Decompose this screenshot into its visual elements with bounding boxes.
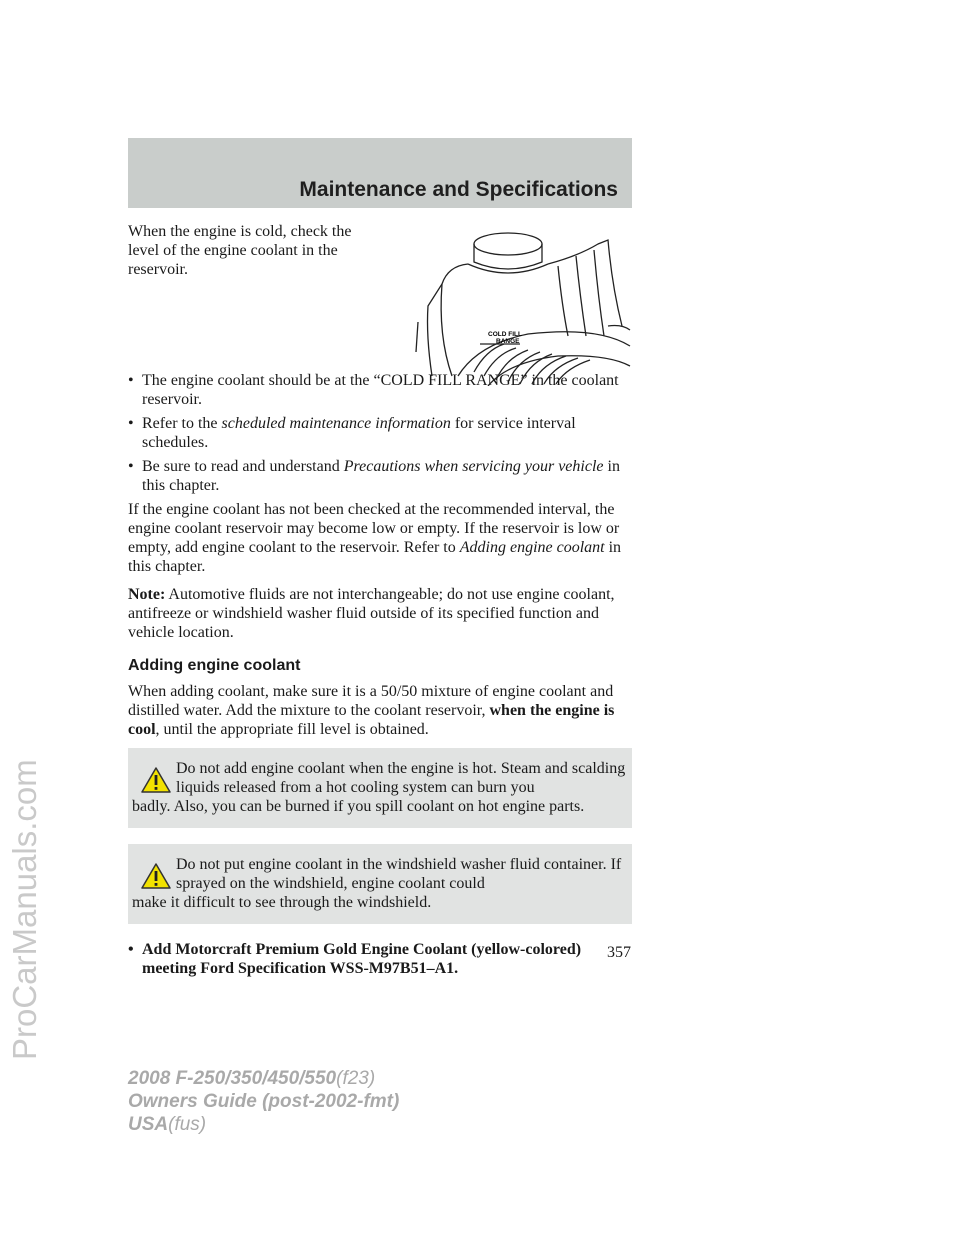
list-item: • Add Motorcraft Premium Gold Engine Coolant (yellow-colored) meeting Ford Specification WSS-M97B51–A1. bbox=[128, 940, 632, 978]
figure-label-range: RANGE bbox=[496, 338, 520, 345]
page-number: 357 bbox=[607, 944, 631, 961]
interval-paragraph: If the engine coolant has not been checked at the recommended interval, the engine coolant reservoir may become low or empty. If the reservoir is low or empty, add engine coolant to the reservoir. Refer to Adding engine coolant in this chapter. bbox=[128, 501, 622, 575]
list-item: • Be sure to read and understand Precautions when servicing your vehicle in this chapter. bbox=[128, 457, 632, 495]
adding-coolant-paragraph: When adding coolant, make sure it is a 50/50 mixture of engine coolant and distilled water. Add the mixture to the coolant reservoir, when the engine is cool, until the appropriate fill level is obtained. bbox=[128, 683, 615, 738]
page-content bbox=[128, 222, 632, 983]
warning-box: Do not put engine coolant in the windshield washer fluid container. If sprayed on the windshield, engine coolant could make it difficult to see through the windshield. bbox=[128, 844, 632, 924]
document-footer: 2008 F-250/350/450/550(f23) Owners Guide (post-2002-fmt) USA(fus) bbox=[128, 1068, 400, 1135]
watermark: ProCarManuals.com bbox=[6, 759, 43, 1060]
cross-reference-link: Adding engine coolant bbox=[459, 539, 605, 556]
intro-paragraph: When the engine is cold, check the level of the engine coolant in the reservoir. bbox=[128, 223, 352, 278]
warning-icon bbox=[140, 766, 172, 794]
coolant-spec-bullet bbox=[128, 940, 632, 978]
section-title: Maintenance and Specifications bbox=[299, 178, 618, 201]
warning-icon bbox=[140, 862, 172, 890]
cross-reference-link: Precautions when servicing your vehicle bbox=[343, 458, 604, 475]
figure-label-cold-fill: COLD FILL bbox=[488, 331, 522, 338]
checklist-bullets bbox=[128, 371, 632, 495]
subheading-adding-coolant: Adding engine coolant bbox=[128, 657, 301, 674]
note-label: Note: bbox=[128, 586, 166, 603]
cross-reference-link: scheduled maintenance information bbox=[221, 415, 451, 432]
list-item: • The engine coolant should be at the “COLD FILL RANGE” in the coolant reservoir. bbox=[128, 371, 632, 409]
section-header-band bbox=[128, 138, 632, 208]
list-item: • Refer to the scheduled maintenance information for service interval schedules. bbox=[128, 414, 632, 452]
warning-box: Do not add engine coolant when the engine is hot. Steam and scalding liquids released from a hot cooling system can burn you badly. Also, you can be burned if you spill coolant on hot engine parts. bbox=[128, 748, 632, 828]
coolant-reservoir-illustration bbox=[408, 226, 632, 386]
note-paragraph: Note: Automotive fluids are not interchangeable; do not use engine coolant, antifreeze or windshield washer fluid outside of its specified function and vehicle location. bbox=[128, 586, 615, 641]
